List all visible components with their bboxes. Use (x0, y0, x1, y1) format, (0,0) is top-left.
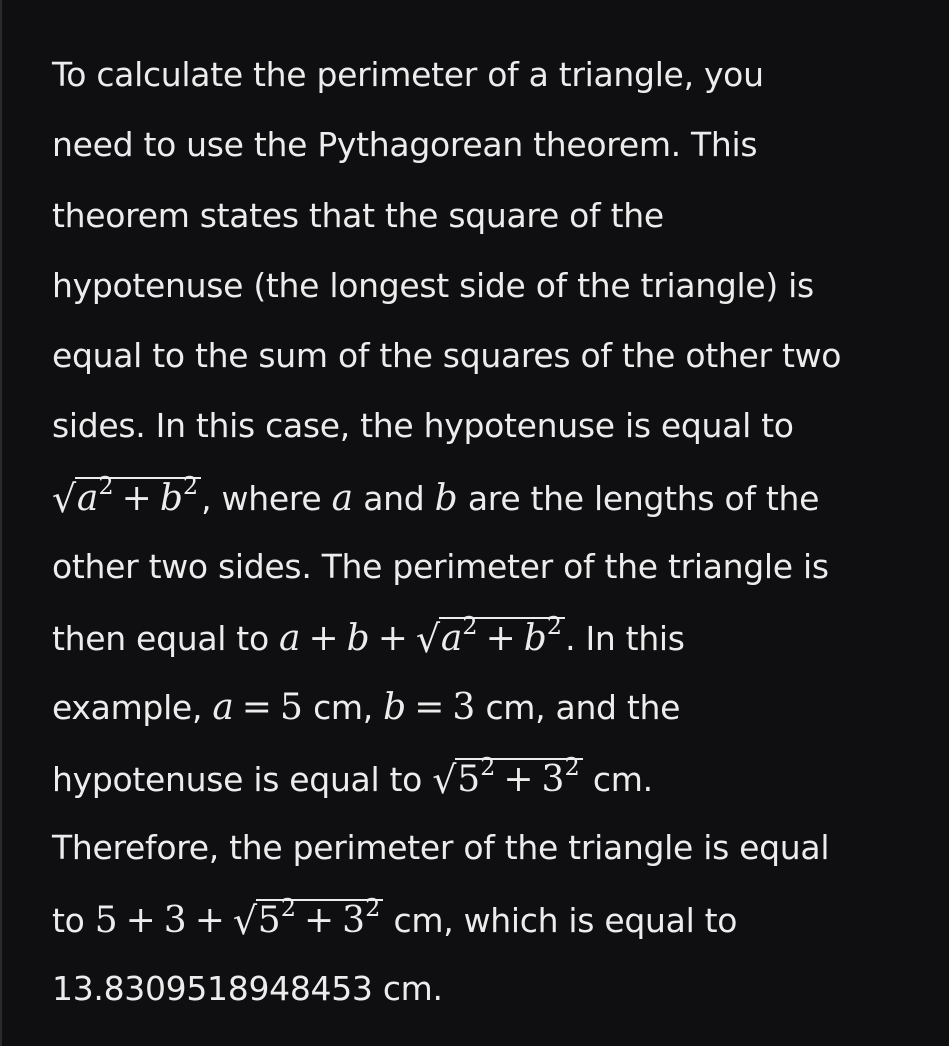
exponent: 2 (98, 471, 114, 500)
sqrt-a2-b2 (52, 462, 201, 534)
number-5: 5 (279, 686, 303, 728)
text-segment: example, (52, 687, 213, 727)
plus-operator: + (303, 899, 335, 941)
var-a: a (76, 477, 99, 519)
plus-operator: + (308, 618, 339, 660)
var-b: b (383, 686, 407, 728)
exponent: 2 (462, 612, 478, 641)
text-line-12: Therefore, the perimeter of the triangle is equal (52, 828, 830, 868)
text-segment: cm, which is equal to (383, 900, 738, 940)
radicand (256, 893, 384, 941)
var-b: b (159, 477, 183, 519)
var-b: b (523, 618, 547, 660)
exponent: 2 (480, 752, 496, 781)
number-5: 5 (257, 899, 281, 941)
text-line-7 (52, 462, 942, 532)
number-3: 3 (452, 686, 476, 728)
exponent: 2 (365, 893, 381, 922)
exponent: 2 (564, 752, 580, 781)
text-line-6: sides. In this case, the hypotenuse is equal to (52, 406, 794, 446)
var-b: b (434, 477, 458, 519)
text-line-13 (52, 884, 942, 954)
equals-operator: = (241, 686, 272, 728)
text-segment: , where (201, 478, 332, 518)
sqrt-5sq-3sq (233, 884, 383, 956)
plus-operator: + (194, 899, 225, 941)
text-segment: and (353, 478, 435, 518)
text-line-1: To calculate the perimeter of a triangle, you (52, 55, 764, 94)
text-segment: cm, and the (475, 687, 681, 727)
b-equals-3 (383, 687, 475, 728)
text-line-9 (52, 602, 942, 672)
exponent: 2 (546, 612, 563, 641)
plus-operator: + (377, 618, 408, 660)
number-5: 5 (457, 758, 481, 800)
number-5: 5 (94, 899, 118, 941)
var-a: a (212, 686, 234, 728)
text-segment: then equal to (52, 619, 280, 659)
var-a: a (331, 477, 354, 519)
radicand (439, 612, 565, 660)
sqrt-a2-b2 (416, 602, 565, 674)
radical-symbol: √ (232, 898, 257, 943)
text-segment: . In this (565, 619, 685, 659)
text-segment: cm. (582, 759, 653, 799)
radical-symbol: √ (415, 617, 440, 662)
text-line-3: theorem states that the square of the (52, 195, 664, 235)
answer-text (52, 40, 942, 1024)
text-line-2: need to use the Pythagorean theorem. This (52, 125, 758, 165)
number-3: 3 (541, 758, 565, 800)
radical-symbol: √ (432, 757, 457, 802)
text-line-14: 13.8309518948453 cm. (52, 968, 443, 1008)
radicand (75, 471, 201, 519)
exponent: 2 (280, 893, 296, 922)
plus-operator: + (485, 618, 516, 660)
text-segment: cm, (302, 687, 384, 727)
equals-operator: = (414, 686, 445, 728)
number-3: 3 (342, 899, 366, 941)
plus-operator: + (503, 758, 534, 800)
var-a: a (279, 618, 301, 660)
text-line-10 (52, 673, 942, 743)
a-equals-5 (212, 687, 303, 728)
sqrt-5sq-3sq (432, 743, 582, 815)
text-line-8: other two sides. The perimeter of the triangle is (52, 547, 829, 587)
text-line-4: hypotenuse (the longest side of the triangle) is (52, 265, 814, 305)
sum-5-3 (95, 900, 233, 941)
var-b: b (346, 618, 370, 660)
radical-symbol: √ (52, 476, 76, 521)
text-segment: hypotenuse is equal to (52, 759, 433, 799)
text-line-5: equal to the sum of the squares of the other two (52, 336, 842, 376)
plus-operator: + (125, 899, 156, 941)
number-3: 3 (163, 899, 187, 941)
exponent: 2 (182, 471, 199, 500)
var-a: a (440, 618, 463, 660)
radicand (455, 752, 583, 800)
perimeter-formula (279, 618, 416, 659)
text-segment: to (52, 900, 95, 940)
plus-operator: + (121, 477, 152, 519)
text-segment: are the lengths of the (457, 478, 820, 518)
text-line-11 (52, 743, 942, 813)
